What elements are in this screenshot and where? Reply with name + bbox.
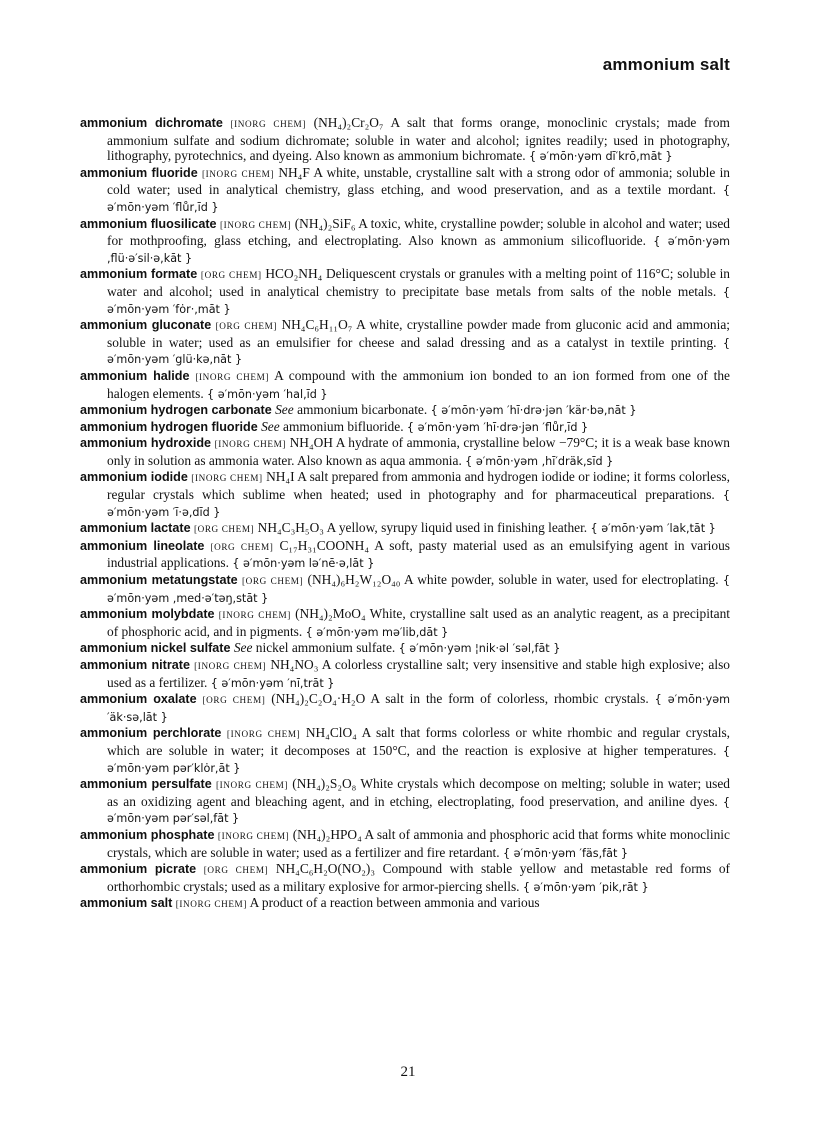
entry-term: ammonium phosphate (80, 827, 215, 842)
entry-pronunciation: { ə′mōn·yəm ′hal,īd } (207, 387, 328, 401)
entry-pronunciation: { ə′mōn·yəm ′hī·drə·jən ′flůr,īd } (406, 420, 589, 434)
entry-definition: A white powder, soluble in water, used for electroplating. (404, 572, 719, 588)
entry-formula: (NH₄)₂Cr₂O₇ (313, 115, 384, 130)
entry-definition: White, crystalline salt used as an analytic reagent, as a precipitant of phosphoric acid, and in pigments. (107, 606, 731, 639)
entry-definition: A compound with the ammonium ion bonded to an ion formed from one of the halogen elements. (107, 367, 730, 401)
entry-field: [ORG CHEM] (210, 541, 274, 552)
entry-pronunciation: { ə′mōn·yəm ′flůr,īd } (107, 184, 730, 214)
entry-field: [INORG CHEM] (226, 729, 301, 740)
entry-term: ammonium persulfate (80, 777, 212, 792)
entry-field: [ORG CHEM] (202, 695, 266, 706)
entry-formula: (NH₄)₂C₂O₄·H₂O (271, 691, 366, 707)
entry-pronunciation: { ə′mōn·yəm ,med·ə′təŋ,stāt } (107, 574, 731, 605)
entry-term: ammonium nickel sulfate (80, 641, 231, 656)
entry-formula: NH₄OH (289, 435, 333, 451)
dictionary-entry (80, 402, 730, 419)
entry-definition: White crystals which decompose on melting; soluble in water; used as an oxidizing agent and bleaching agent, and in etching, electroplating, food preservation, and aniline dyes. (107, 776, 730, 809)
entry-field: [INORG CHEM] (217, 830, 290, 841)
dictionary-entry (80, 895, 730, 913)
dictionary-entry (80, 115, 730, 165)
entry-term: ammonium halide (80, 368, 190, 383)
page-header-title: ammonium salt (602, 55, 730, 74)
dictionary-entry (80, 640, 730, 657)
entry-definition: A colorless crystalline salt; very insensitive and stable high explosive; also used as a fertilizer. (107, 657, 730, 690)
entry-term: ammonium hydrogen fluoride (80, 419, 258, 434)
entry-field: [ORG CHEM] (193, 524, 255, 535)
entry-pronunciation: { ə′mōn·yəm pər′səl,fāt } (107, 795, 730, 826)
dictionary-entries (80, 115, 730, 913)
entry-formula: NH₄C₆H₂O(NO₂)₃ (275, 861, 376, 877)
entry-pronunciation: { ə′mōn·yəm ′ī·ə,dīd } (107, 489, 730, 519)
entry-term: ammonium molybdate (80, 607, 215, 622)
entry-definition: A salt of ammonia and phosphoric acid that forms white monoclinic crystals, which are soluble in water; used as a fertilizer and fire retardant. (107, 826, 730, 860)
entry-definition: A salt that forms colorless or white rhombic and regular crystals, which are soluble in water; it decomposes at 150°C, and the reaction is explosive at higher temperatures. (107, 725, 731, 758)
entry-field: [ORG CHEM] (241, 576, 304, 587)
dictionary-entry (80, 572, 730, 606)
entry-pronunciation: { ə′mōn·yəm ′hī·drə·jən ′kär·bə,nāt } (430, 404, 637, 418)
dictionary-entry (80, 520, 730, 538)
entry-definition: A yellow, syrupy liquid used in finishing leather. (326, 520, 588, 536)
dictionary-entry (80, 691, 730, 725)
entry-definition: Compound with stable yellow and metastable red forms of orthorhombic crystals; used as a military explosive for armor-piercing shells. (107, 861, 730, 894)
dictionary-entry (80, 469, 730, 520)
entry-definition: A white, unstable, crystalline salt with a strong odor of ammonia; soluble in cold water; used in analytical chemistry, glass etching, and wood preservation, and as a textile mordant. (107, 164, 730, 198)
entry-definition: ammonium bicarbonate. (297, 402, 428, 418)
entry-term: ammonium picrate (80, 862, 197, 877)
entry-formula: (NH₄)₂MoO₄ (295, 606, 366, 622)
entry-definition: A salt prepared from ammonia and hydrogen iodide or iodine; it forms colorless, regular crystals which sublime when heated; used in photography and for pharmaceutical preparations. (107, 469, 730, 503)
entry-formula: NH₄ClO₄ (305, 725, 357, 741)
entry-pronunciation: { ə′mōn·yəm ¦nik·əl ′səl,fāt } (398, 642, 561, 656)
entry-pronunciation: { ə′mōn·yəm mə′lib,dāt } (305, 625, 449, 639)
entry-field: [ORG CHEM] (200, 270, 262, 281)
entry-field: [ORG CHEM] (203, 865, 269, 876)
dictionary-entry (80, 216, 730, 267)
page-number: 21 (400, 1064, 416, 1080)
entry-term: ammonium lactate (80, 521, 191, 536)
entry-field: [INORG CHEM] (230, 119, 306, 129)
entry-definition: A soft, pasty material used as an emulsifying agent in various industrial applications. (107, 537, 730, 571)
dictionary-entry (80, 419, 730, 436)
entry-definition: A salt that forms orange, monoclinic crystals; made from ammonium sulfate and sodium dichromate; soluble in water and alcohol; ignites readily; used in photography, lithography, pyrotechnics, and dyeing. Also known as ammonium bichromate. (107, 115, 730, 164)
entry-formula: NH₄NO₃ (270, 657, 319, 672)
entry-field: [INORG CHEM] (214, 439, 287, 450)
entry-formula: NH₄C₆H₁₁O₇ (281, 317, 353, 333)
entry-formula: (NH₄)₂SiF₆ (294, 215, 356, 231)
entry-formula: NH₄I (266, 469, 295, 485)
entry-field: [INORG CHEM] (194, 661, 267, 671)
entry-field: [INORG CHEM] (191, 473, 263, 484)
entry-term: ammonium iodide (80, 470, 188, 485)
dictionary-entry (80, 368, 730, 402)
entry-definition: nickel ammonium sulfate. (255, 640, 396, 656)
entry-pronunciation: { ə′mōn·yəm ,flü·ə′sil·ə,kāt } (107, 235, 731, 265)
entry-definition: A white, crystalline powder made from gluconic acid and ammonia; soluble in water; used as an emulsifier for cheese and salad dressing and as a catalyst in textile printing. (107, 317, 730, 350)
entry-formula: C₁₇H₃₁COONH₄ (279, 537, 370, 553)
entry-see-label: See (233, 640, 253, 656)
entry-field: [INORG CHEM] (175, 899, 247, 910)
entry-term: ammonium lineolate (80, 538, 205, 553)
dictionary-entry (80, 165, 730, 216)
entry-term: ammonium fluosilicate (80, 216, 217, 231)
dictionary-entry (80, 606, 730, 640)
entry-field: [INORG CHEM] (218, 610, 291, 621)
entry-see-label: See (261, 418, 280, 434)
entry-definition: ammonium bifluoride. (283, 418, 404, 434)
entry-pronunciation: { ə′mōn·yəm ′nī,trāt } (210, 676, 335, 690)
entry-definition: A product of a reaction between ammonia and various (249, 895, 540, 911)
entry-term: ammonium formate (80, 267, 198, 282)
entry-formula: NH₄F (278, 164, 310, 180)
entry-pronunciation: { ə′mōn·yəm ′pik,rāt } (522, 880, 649, 894)
entry-formula: (NH₄)₆H₂W₁₂O₄₀ (307, 572, 401, 588)
entry-formula: (NH₄)₂S₂O₈ (292, 776, 357, 792)
entry-definition: Deliquescent crystals or granules with a melting point of 116°C; soluble in water and alcohol; used in analytical chemistry to precipitate base metals from salts of the noble metals. (107, 266, 730, 299)
entry-pronunciation: { ə′mōn·yəm lə′nē·ə,lāt } (232, 557, 375, 571)
entry-field: [INORG CHEM] (215, 780, 289, 791)
entry-field: [ORG CHEM] (215, 321, 278, 332)
entry-pronunciation: { ə′mōn·yəm ′fäs,fāt } (502, 846, 629, 860)
entry-field: [INORG CHEM] (201, 168, 275, 179)
dictionary-entry (80, 776, 730, 827)
entry-pronunciation: { ə′mōn·yəm ′fȯr·,māt } (107, 285, 730, 316)
entry-field: [INORG CHEM] (195, 371, 270, 382)
entry-term: ammonium hydroxide (80, 436, 212, 451)
entry-term: ammonium nitrate (80, 658, 190, 672)
entry-pronunciation: { ə′mōn·yəm pər′klȯr,āt } (107, 744, 730, 775)
entry-term: ammonium fluoride (80, 165, 198, 180)
entry-definition: A hydrate of ammonia, crystalline below −79°C; it is a weak base known only in solution as ammonia water. Also known as aqua ammonia. (107, 435, 730, 468)
entry-definition: A salt in the form of colorless, rhombic crystals. (370, 691, 649, 707)
entry-pronunciation: { ə′mōn·yəm ′lak,tāt } (590, 522, 716, 536)
entry-term: ammonium salt (80, 896, 173, 911)
entry-formula: (NH₄)₂HPO₄ (292, 826, 362, 842)
dictionary-entry (80, 317, 730, 368)
entry-pronunciation: { ə′mōn·yəm dī′krō,māt } (529, 150, 673, 164)
dictionary-entry (80, 827, 730, 861)
entry-formula: HCO₂NH₄ (265, 266, 323, 282)
dictionary-entry (80, 725, 730, 776)
dictionary-entry (80, 657, 730, 691)
entry-see-label: See (275, 402, 294, 418)
entry-term: ammonium perchlorate (80, 726, 222, 741)
entry-term: ammonium hydrogen carbonate (80, 403, 272, 418)
entry-pronunciation: { ə′mōn·yəm ′glü·kə,nāt } (107, 336, 730, 367)
entry-pronunciation: { ə′mōn·yəm ′äk·sə,lāt } (107, 693, 730, 724)
entry-field: [INORG CHEM] (219, 219, 292, 230)
dictionary-entry (80, 538, 730, 572)
dictionary-entry (80, 266, 730, 317)
entry-term: ammonium metatungstate (80, 573, 238, 588)
entry-pronunciation: { ə′mōn·yəm ,hī′dräk,sīd } (465, 454, 614, 468)
dictionary-entry (80, 435, 730, 469)
dictionary-entry (80, 861, 730, 895)
entry-term: ammonium oxalate (80, 692, 197, 707)
entry-formula: NH₄C₃H₅O₃ (257, 520, 324, 536)
entry-definition: A toxic, white, crystalline powder; soluble in alcohol and water; used for mothproofing, glass etching, and electroplating. Also known as ammonium silicofluoride. (107, 215, 730, 249)
entry-term: ammonium gluconate (80, 318, 212, 333)
entry-term: ammonium dichromate (80, 116, 223, 130)
